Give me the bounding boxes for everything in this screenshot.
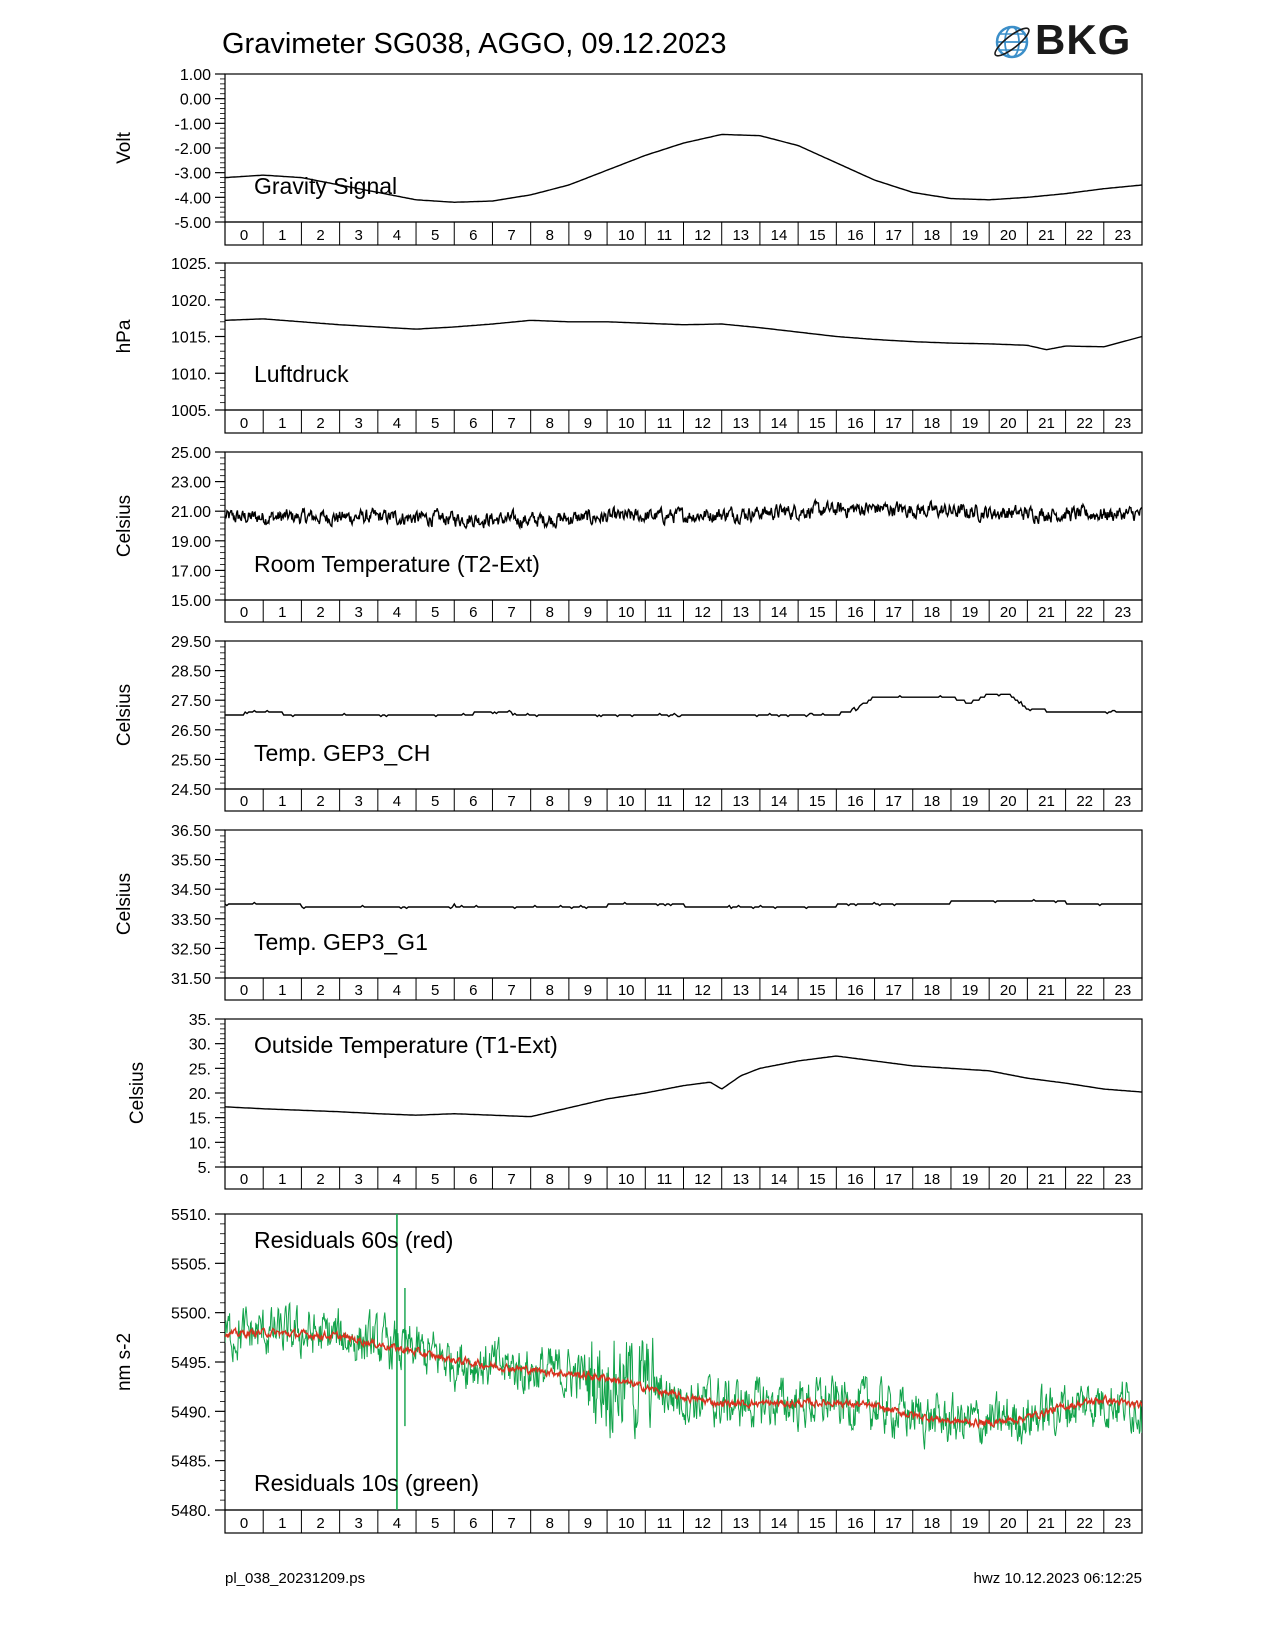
x-tick-label: 10 [617,793,635,810]
y-axis-label: nm s-2 [114,1332,135,1392]
y-tick-label: 15. [188,1110,211,1128]
x-tick-label: 0 [239,1515,249,1532]
x-tick-label: 0 [239,227,249,244]
x-tick-label: 19 [961,1515,979,1532]
x-tick-label: 2 [316,227,325,244]
x-tick-label: 18 [923,793,941,810]
panel-label-secondary: Residuals 10s (green) [254,1470,480,1496]
x-tick-label: 15 [808,1515,826,1532]
x-tick-label: 2 [316,793,325,810]
x-tick-label: 3 [354,415,363,432]
x-tick-label: 7 [507,982,516,999]
x-tick-label: 18 [923,1515,941,1532]
plot-frame [225,1214,1142,1510]
x-tick-label: 11 [656,1171,673,1188]
x-tick-label: 22 [1076,415,1094,432]
x-tick-label: 15 [808,604,826,621]
x-tick-label: 8 [545,415,554,432]
x-tick-label: 10 [617,1171,635,1188]
x-tick-label: 12 [694,415,711,432]
x-tick-label: 11 [656,415,673,432]
y-tick-label: 30. [188,1036,211,1054]
y-tick-label: 24.50 [170,782,211,799]
y-tick-label: 20. [188,1086,211,1103]
y-tick-label: 28.50 [170,663,211,681]
y-axis-label: Celsius [114,494,135,558]
x-tick-label: 0 [239,793,249,810]
x-tick-label: 8 [545,1171,554,1188]
panel-label: Room Temperature (T2-Ext) [254,551,540,577]
panel-label: Gravity Signal [254,173,398,199]
x-tick-label: 1 [278,1171,287,1188]
x-tick-label: 20 [999,604,1017,621]
x-tick-label: 2 [316,604,325,621]
x-tick-label: 23 [1114,227,1132,244]
timestamp: hwz 10.12.2023 06:12:25 [973,1570,1142,1587]
x-tick-label: 14 [770,1515,788,1532]
x-tick-label: 10 [617,415,635,432]
x-tick-label: 9 [583,227,593,244]
x-tick-label: 9 [583,415,593,432]
y-tick-label: 5490. [170,1404,211,1422]
series-line-0 [225,1303,1142,1449]
x-tick-label: 4 [392,227,402,244]
x-tick-label: 9 [583,604,593,621]
x-tick-label: 5 [430,415,440,432]
x-tick-label: 21 [1038,793,1055,810]
x-tick-label: 23 [1114,1171,1132,1188]
y-tick-label: 31.50 [170,971,211,988]
x-tick-label: 6 [469,982,478,999]
x-tick-label: 1 [278,1515,287,1532]
x-tick-label: 7 [507,227,516,244]
x-tick-label: 8 [545,1515,554,1532]
x-tick-label: 5 [430,1515,440,1532]
y-tick-label: 1.00 [179,67,211,84]
x-tick-label: 21 [1038,1515,1055,1532]
y-tick-label: 5. [197,1160,211,1177]
x-tick-label: 23 [1114,793,1132,810]
y-tick-label: 36.50 [170,823,211,840]
x-tick-label: 1 [278,227,287,244]
x-tick-label: 4 [392,1171,402,1188]
y-tick-label: -3.00 [174,165,211,183]
x-tick-label: 9 [583,1171,593,1188]
x-tick-label: 7 [507,415,516,432]
x-tick-label: 3 [354,982,363,999]
x-tick-label: 19 [961,793,979,810]
series-line-0 [225,694,1142,716]
x-tick-label: 7 [507,1515,516,1532]
x-tick-label: 19 [961,227,979,244]
x-tick-label: 3 [354,227,363,244]
y-tick-label: 5495. [170,1355,211,1372]
chart-panel-3 [114,634,1142,811]
x-tick-label: 14 [770,982,788,999]
x-tick-label: 20 [999,1515,1017,1532]
panel-label: Luftdruck [254,361,349,387]
x-tick-label: 2 [316,415,325,432]
x-tick-label: 1 [278,604,287,621]
x-tick-label: 14 [770,227,788,244]
x-tick-label: 23 [1114,604,1132,621]
x-tick-label: 17 [885,1171,902,1188]
y-tick-label: 29.50 [170,634,211,651]
panel-label: Residuals 60s (red) [254,1227,454,1253]
x-tick-label: 3 [354,1515,363,1532]
x-tick-label: 4 [392,1515,402,1532]
x-tick-label: 11 [656,604,673,621]
x-tick-label: 8 [545,793,554,810]
y-tick-label: 21.00 [170,504,211,522]
x-tick-label: 0 [239,604,249,621]
y-tick-label: 27.50 [170,693,211,711]
y-tick-label: 1025. [170,256,211,273]
panel-label: Temp. GEP3_CH [254,740,431,766]
y-axis-label: Celsius [114,872,135,936]
series-line-0 [225,500,1142,528]
y-tick-label: -1.00 [174,116,211,134]
x-tick-label: 20 [999,227,1017,244]
y-tick-label: 19.00 [170,533,211,551]
x-tick-label: 20 [999,1171,1017,1188]
x-tick-label: 15 [808,793,826,810]
x-tick-label: 3 [354,1171,363,1188]
y-tick-label: 34.50 [170,882,211,900]
x-tick-label: 18 [923,1171,941,1188]
y-tick-label: 33.50 [170,911,211,929]
x-tick-label: 18 [923,415,941,432]
x-tick-label: 5 [430,982,440,999]
x-tick-label: 19 [961,415,979,432]
x-tick-label: 13 [732,1515,750,1532]
y-tick-label: 10. [188,1135,211,1153]
x-tick-label: 21 [1038,415,1055,432]
x-tick-label: 15 [808,415,826,432]
x-tick-label: 4 [392,415,402,432]
chart-panel-5 [127,1012,1142,1189]
x-tick-label: 6 [469,604,478,621]
x-tick-label: 6 [469,1515,478,1532]
x-tick-label: 14 [770,1171,788,1188]
x-tick-label: 12 [694,793,711,810]
x-tick-label: 14 [770,415,788,432]
x-tick-label: 6 [469,415,478,432]
x-tick-label: 22 [1076,227,1094,244]
x-tick-label: 23 [1114,982,1132,999]
x-tick-label: 4 [392,982,402,999]
x-tick-label: 22 [1076,793,1094,810]
y-tick-label: 26.50 [170,722,211,740]
y-tick-label: 25. [188,1061,211,1079]
x-tick-label: 12 [694,982,711,999]
x-tick-label: 12 [694,227,711,244]
x-tick-label: 16 [847,982,864,999]
x-tick-label: 12 [694,604,711,621]
x-tick-label: 6 [469,227,478,244]
y-tick-label: 17.00 [170,563,211,581]
x-tick-label: 17 [885,982,902,999]
x-tick-label: 15 [808,227,826,244]
x-tick-label: 16 [847,415,864,432]
y-tick-label: 35.50 [170,852,211,870]
series-line-0 [225,1056,1142,1117]
chart-panel-6 [114,1207,1142,1533]
x-tick-label: 13 [732,1171,750,1188]
x-tick-label: 11 [656,1515,673,1532]
x-tick-label: 12 [694,1171,711,1188]
logo-text: BKG [1035,16,1132,63]
x-tick-label: 7 [507,1171,516,1188]
chart-panel-4 [114,823,1142,1000]
x-tick-label: 20 [999,793,1017,810]
x-tick-label: 23 [1114,415,1132,432]
y-tick-label: -5.00 [174,215,211,232]
y-tick-label: 25.00 [170,445,211,462]
x-tick-label: 3 [354,604,363,621]
x-tick-label: 1 [278,982,287,999]
x-tick-label: 13 [732,604,750,621]
x-tick-label: 17 [885,604,902,621]
x-tick-label: 15 [808,982,826,999]
panel-label: Temp. GEP3_G1 [254,929,428,955]
panel-label: Outside Temperature (T1-Ext) [254,1032,558,1058]
y-tick-label: 1005. [170,403,211,420]
y-tick-label: 5500. [170,1305,211,1323]
y-tick-label: 1015. [170,329,211,347]
x-tick-label: 20 [999,982,1017,999]
chart-panel-2 [114,445,1142,622]
chart-panel-0 [114,67,1142,245]
x-tick-label: 10 [617,227,635,244]
y-tick-label: 5505. [170,1256,211,1274]
y-tick-label: 23.00 [170,474,211,492]
chart-panel-1 [114,256,1142,433]
x-tick-label: 21 [1038,1171,1055,1188]
y-tick-label: 1020. [170,292,211,310]
x-tick-label: 8 [545,982,554,999]
x-tick-label: 21 [1038,982,1055,999]
x-tick-label: 2 [316,1515,325,1532]
y-tick-label: 25.50 [170,752,211,770]
page-title: Gravimeter SG038, AGGO, 09.12.2023 [222,28,727,60]
x-tick-label: 22 [1076,1515,1094,1532]
x-tick-label: 11 [656,982,673,999]
x-tick-label: 7 [507,793,516,810]
x-tick-label: 3 [354,793,363,810]
x-tick-label: 8 [545,604,554,621]
x-tick-label: 19 [961,604,979,621]
x-tick-label: 5 [430,1171,440,1188]
x-tick-label: 5 [430,793,440,810]
file-name: pl_038_20231209.ps [225,1570,366,1587]
x-tick-label: 19 [961,1171,979,1188]
y-tick-label: 15.00 [170,593,211,610]
x-tick-label: 22 [1076,982,1094,999]
x-tick-label: 19 [961,982,979,999]
plot-frame [225,452,1142,600]
x-tick-label: 10 [617,604,635,621]
x-tick-label: 10 [617,982,635,999]
y-tick-label: -4.00 [174,190,211,208]
x-tick-label: 15 [808,1171,826,1188]
plot-frame [225,263,1142,410]
y-tick-label: 35. [188,1012,211,1029]
x-tick-label: 16 [847,227,864,244]
x-tick-label: 9 [583,793,593,810]
x-tick-label: 23 [1114,1515,1132,1532]
x-tick-label: 11 [656,793,673,810]
x-tick-label: 9 [583,982,593,999]
x-tick-label: 10 [617,1515,635,1532]
x-tick-label: 16 [847,604,864,621]
x-tick-label: 0 [239,415,249,432]
x-tick-label: 1 [278,415,287,432]
x-tick-label: 11 [656,227,673,244]
x-tick-label: 17 [885,1515,902,1532]
y-axis-label: hPa [114,319,135,354]
x-tick-label: 18 [923,982,941,999]
y-tick-label: 0.00 [179,91,211,109]
x-tick-label: 22 [1076,1171,1094,1188]
x-tick-label: 2 [316,1171,325,1188]
y-axis-label: Celsius [127,1061,148,1125]
y-axis-label: Volt [114,132,135,164]
x-tick-label: 17 [885,227,902,244]
x-tick-label: 9 [583,1515,593,1532]
x-tick-label: 13 [732,982,750,999]
x-tick-label: 16 [847,1171,864,1188]
x-tick-label: 13 [732,415,750,432]
x-tick-label: 18 [923,604,941,621]
y-axis-label: Celsius [114,683,135,747]
x-tick-label: 18 [923,227,941,244]
x-tick-label: 13 [732,227,750,244]
x-tick-label: 1 [278,793,287,810]
x-tick-label: 20 [999,415,1017,432]
x-tick-label: 14 [770,793,788,810]
x-tick-label: 2 [316,982,325,999]
x-tick-label: 12 [694,1515,711,1532]
x-tick-label: 16 [847,793,864,810]
x-tick-label: 6 [469,793,478,810]
y-tick-label: 5480. [170,1503,211,1520]
x-tick-label: 5 [430,604,440,621]
x-tick-label: 14 [770,604,788,621]
x-tick-label: 0 [239,982,249,999]
x-tick-label: 0 [239,1171,249,1188]
y-tick-label: -2.00 [174,141,211,158]
y-tick-label: 5485. [170,1453,211,1471]
y-tick-label: 1010. [170,366,211,384]
x-tick-label: 7 [507,604,516,621]
x-tick-label: 4 [392,793,402,810]
x-tick-label: 6 [469,1171,478,1188]
y-tick-label: 5510. [170,1207,211,1224]
x-tick-label: 21 [1038,227,1055,244]
x-tick-label: 5 [430,227,440,244]
x-tick-label: 16 [847,1515,864,1532]
x-tick-label: 17 [885,415,902,432]
x-tick-label: 22 [1076,604,1094,621]
x-tick-label: 17 [885,793,902,810]
x-tick-label: 13 [732,793,750,810]
x-tick-label: 8 [545,227,554,244]
x-tick-label: 4 [392,604,402,621]
series-line-0 [225,900,1142,909]
series-line-0 [225,319,1142,350]
x-tick-label: 21 [1038,604,1055,621]
y-tick-label: 32.50 [170,941,211,959]
plot-frame [225,74,1142,222]
